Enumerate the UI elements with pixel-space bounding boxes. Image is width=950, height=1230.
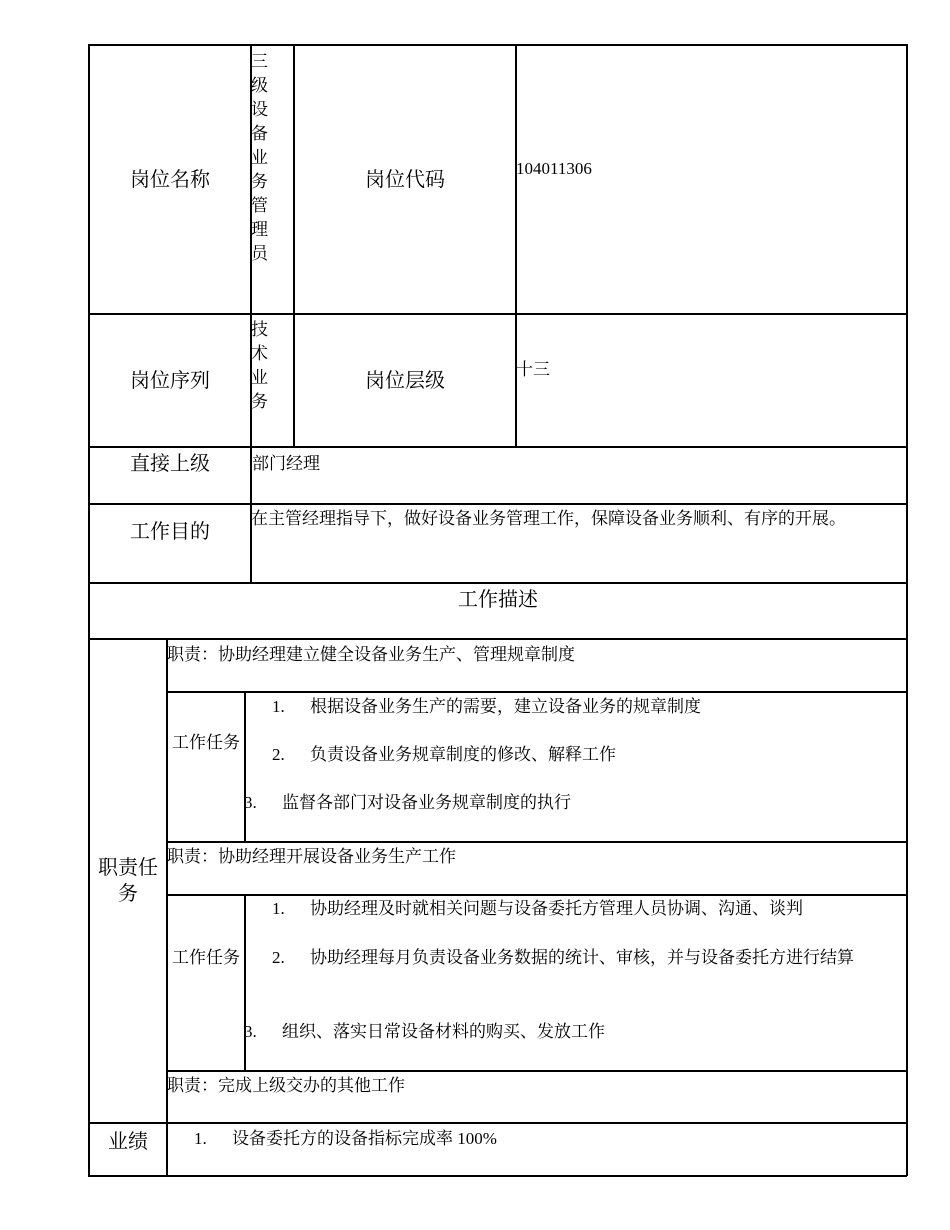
duty-2-task-3 [244,1020,605,1044]
performance-item-1 [194,1127,497,1151]
duty-1-task-1 [272,695,701,719]
post-code-value: 104011306 [516,159,592,178]
post-name-label: 岗位名称 [130,168,210,191]
superior-label: 直接上级 [130,453,210,475]
task-text: 根据设备业务生产的需要，建立设备业务的规章制度 [310,697,701,716]
task-number: 3. [244,793,257,812]
purpose-label: 工作目的 [130,521,210,543]
duty-1-task-label: 工作任务 [172,733,240,752]
performance-label: 业绩 [108,1131,148,1153]
work-description-title: 工作描述 [458,589,538,611]
series-value: 技术业务 [251,320,268,411]
task-text: 组织、落实日常设备材料的购买、发放工作 [282,1022,605,1041]
duty-1-task-2 [272,743,616,767]
post-code-label: 岗位代码 [365,168,445,191]
duty-3: 职责：完成上级交办的其他工作 [167,1076,405,1095]
superior-value: 部门经理 [252,454,320,473]
duty-2-task-1 [272,897,803,921]
task-number: 2. [272,745,285,764]
task-number: 3. [244,1022,257,1041]
level-label: 岗位层级 [365,369,445,392]
task-text: 监督各部门对设备业务规章制度的执行 [282,793,571,812]
duty-2: 职责：协助经理开展设备业务生产工作 [167,847,456,866]
task-text: 协助经理每月负责设备业务数据的统计、审核，并与设备委托方进行结算 [310,948,854,967]
task-text: 负责设备业务规章制度的修改、解释工作 [310,745,616,764]
task-text: 协助经理及时就相关问题与设备委托方管理人员协调、沟通、谈判 [310,899,803,918]
purpose-value: 在主管经理指导下，做好设备业务管理工作，保障设备业务顺利、有序的开展。 [251,509,846,528]
series-label: 岗位序列 [130,369,210,392]
item-text: 设备委托方的设备指标完成率 100% [232,1129,497,1148]
duty-2-task-2 [272,946,896,970]
duty-1: 职责：协助经理建立健全设备业务生产、管理规章制度 [167,645,575,664]
level-value: 十三 [516,360,550,379]
post-name-value: 三级设备业务管理员 [251,52,268,263]
task-number: 1. [272,697,285,716]
item-number: 1. [194,1129,207,1148]
duty-2-task-label: 工作任务 [172,948,240,967]
task-number: 1. [272,899,285,918]
task-number: 2. [272,948,285,967]
duty-1-task-3 [244,791,571,815]
duties-label: 职责任务 [98,857,158,905]
